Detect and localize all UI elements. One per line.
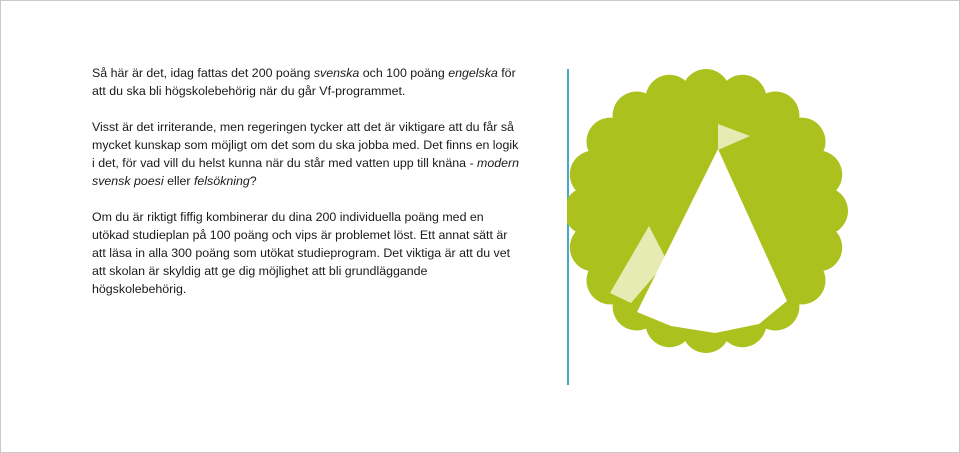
paragraph-1-text-b: och 100 poäng	[359, 66, 449, 80]
paragraph-1	[92, 64, 522, 100]
paragraph-1-text-a: Så här är det, idag fattas det 200 poäng	[92, 66, 314, 80]
emblem-scallop	[646, 75, 694, 123]
paragraph-1-emphasis-svenska: svenska	[313, 66, 360, 80]
paragraph-2-text-c: ?	[249, 174, 257, 188]
paragraph-3: Om du är riktigt fiffig kombinerar du dina 200 individuella poäng med en utökad studieplan på 100 poäng och vips är problemet löst. Ett annat sätt är att läsa in alla 300 poäng som utökat studieprogram. Det viktiga är att du vet att skolan är skyldig att ge dig möjlighet att bli grundläggande högskolebehörig.	[92, 210, 511, 296]
paragraph-2-emphasis-felsokning: felsökning	[193, 174, 250, 188]
paragraph-2-text-a: Visst är det irriterande, men regeringen tycker att det är viktigare att du får så mycket kunskap som möjligt om det som du ska jobba med. Det finns en logik i det, för vad vill du helst kunna när du står med vatten upp till knäna -	[92, 120, 519, 170]
paragraph-2-emphasis-poesi: modern svensk poesi	[92, 156, 520, 188]
paragraph-1-emphasis-engelska: engelska	[448, 66, 498, 80]
body-text	[92, 64, 522, 316]
paragraph-2-text-b: eller	[163, 174, 194, 188]
scalloped-mountain-flag-emblem-icon	[567, 61, 857, 361]
paragraph-2	[92, 118, 522, 190]
paragraph-1-text-c: för att du ska bli högskolebehörig när du går Vf-programmet.	[92, 66, 516, 98]
